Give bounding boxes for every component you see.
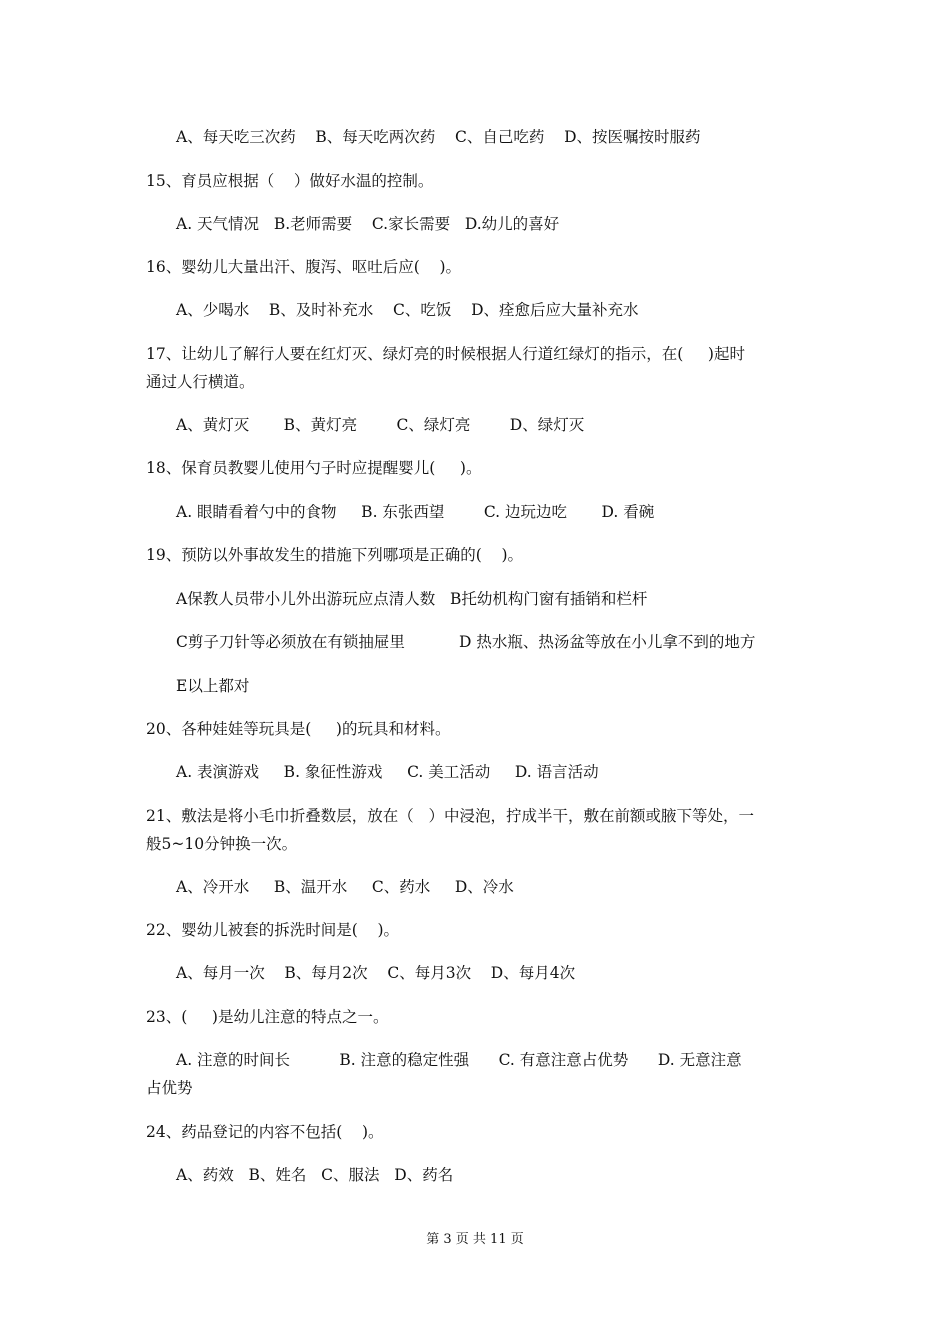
q23-question: 23、( )是幼儿注意的特点之一。 — [146, 1008, 389, 1026]
q16-question: 16、婴幼儿大量出汗、腹泻、呕吐后应( )。 — [146, 258, 462, 276]
q24-question: 24、药品登记的内容不包括( )。 — [146, 1123, 384, 1141]
page-number-footer: 第 3 页 共 11 页 — [426, 1232, 524, 1247]
q22-options: A、每月一次 B、每月2次 C、每月3次 D、每月4次 — [176, 964, 576, 982]
q17-question: 17、让幼儿了解行人要在红灯灭、绿灯亮的时候根据人行道红绿灯的指示，在( )起时 — [146, 345, 745, 363]
q24-options: A、药效 B、姓名 C、服法 D、药名 — [176, 1166, 454, 1184]
q15-options: A. 天气情况 B.老师需要 C.家长需要 D.幼儿的喜好 — [176, 215, 560, 233]
q21-question-cont: 般5~10分钟换一次。 — [146, 835, 298, 853]
q19-option-cd: C剪子刀针等必须放在有锁抽屉里 D 热水瓶、热汤盆等放在小儿拿不到的地方 — [176, 633, 756, 651]
q18-question: 18、保育员教婴儿使用勺子时应提醒婴儿( )。 — [146, 459, 482, 477]
q17-options: A、黄灯灭 B、黄灯亮 C、绿灯亮 D、绿灯灭 — [176, 416, 585, 434]
q22-question: 22、婴幼儿被套的拆洗时间是( )。 — [146, 921, 400, 939]
q20-options: A. 表演游戏 B. 象征性游戏 C. 美工活动 D. 语言活动 — [176, 763, 599, 781]
q21-question: 21、敷法是将小毛巾折叠数层，放在（ ）中浸泡，拧成半干，敷在前额或腋下等处，一 — [146, 807, 755, 825]
q15-question: 15、育员应根据（ ）做好水温的控制。 — [146, 172, 434, 190]
q14-options: A、每天吃三次药 B、每天吃两次药 C、自己吃药 D、按医嘱按时服药 — [176, 128, 701, 146]
q17-question-cont: 通过人行横道。 — [146, 373, 255, 391]
q23-options-cont: 占优势 — [146, 1079, 193, 1097]
q18-options: A. 眼睛看着勺中的食物 B. 东张西望 C. 边玩边吃 D. 看碗 — [176, 503, 655, 521]
q19-option-e: E以上都对 — [176, 677, 250, 695]
q20-question: 20、各种娃娃等玩具是( )的玩具和材料。 — [146, 720, 451, 738]
q19-question: 19、预防以外事故发生的措施下列哪项是正确的( )。 — [146, 546, 524, 564]
q19-option-ab: A保教人员带小儿外出游玩应点清人数 B托幼机构门窗有插销和栏杆 — [176, 590, 648, 608]
q23-options: A. 注意的时间长 B. 注意的稳定性强 C. 有意注意占优势 D. 无意注意 — [176, 1051, 742, 1069]
q16-options: A、少喝水 B、及时补充水 C、吃饭 D、痊愈后应大量补充水 — [176, 301, 639, 319]
q21-options: A、冷开水 B、温开水 C、药水 D、冷水 — [176, 878, 514, 896]
